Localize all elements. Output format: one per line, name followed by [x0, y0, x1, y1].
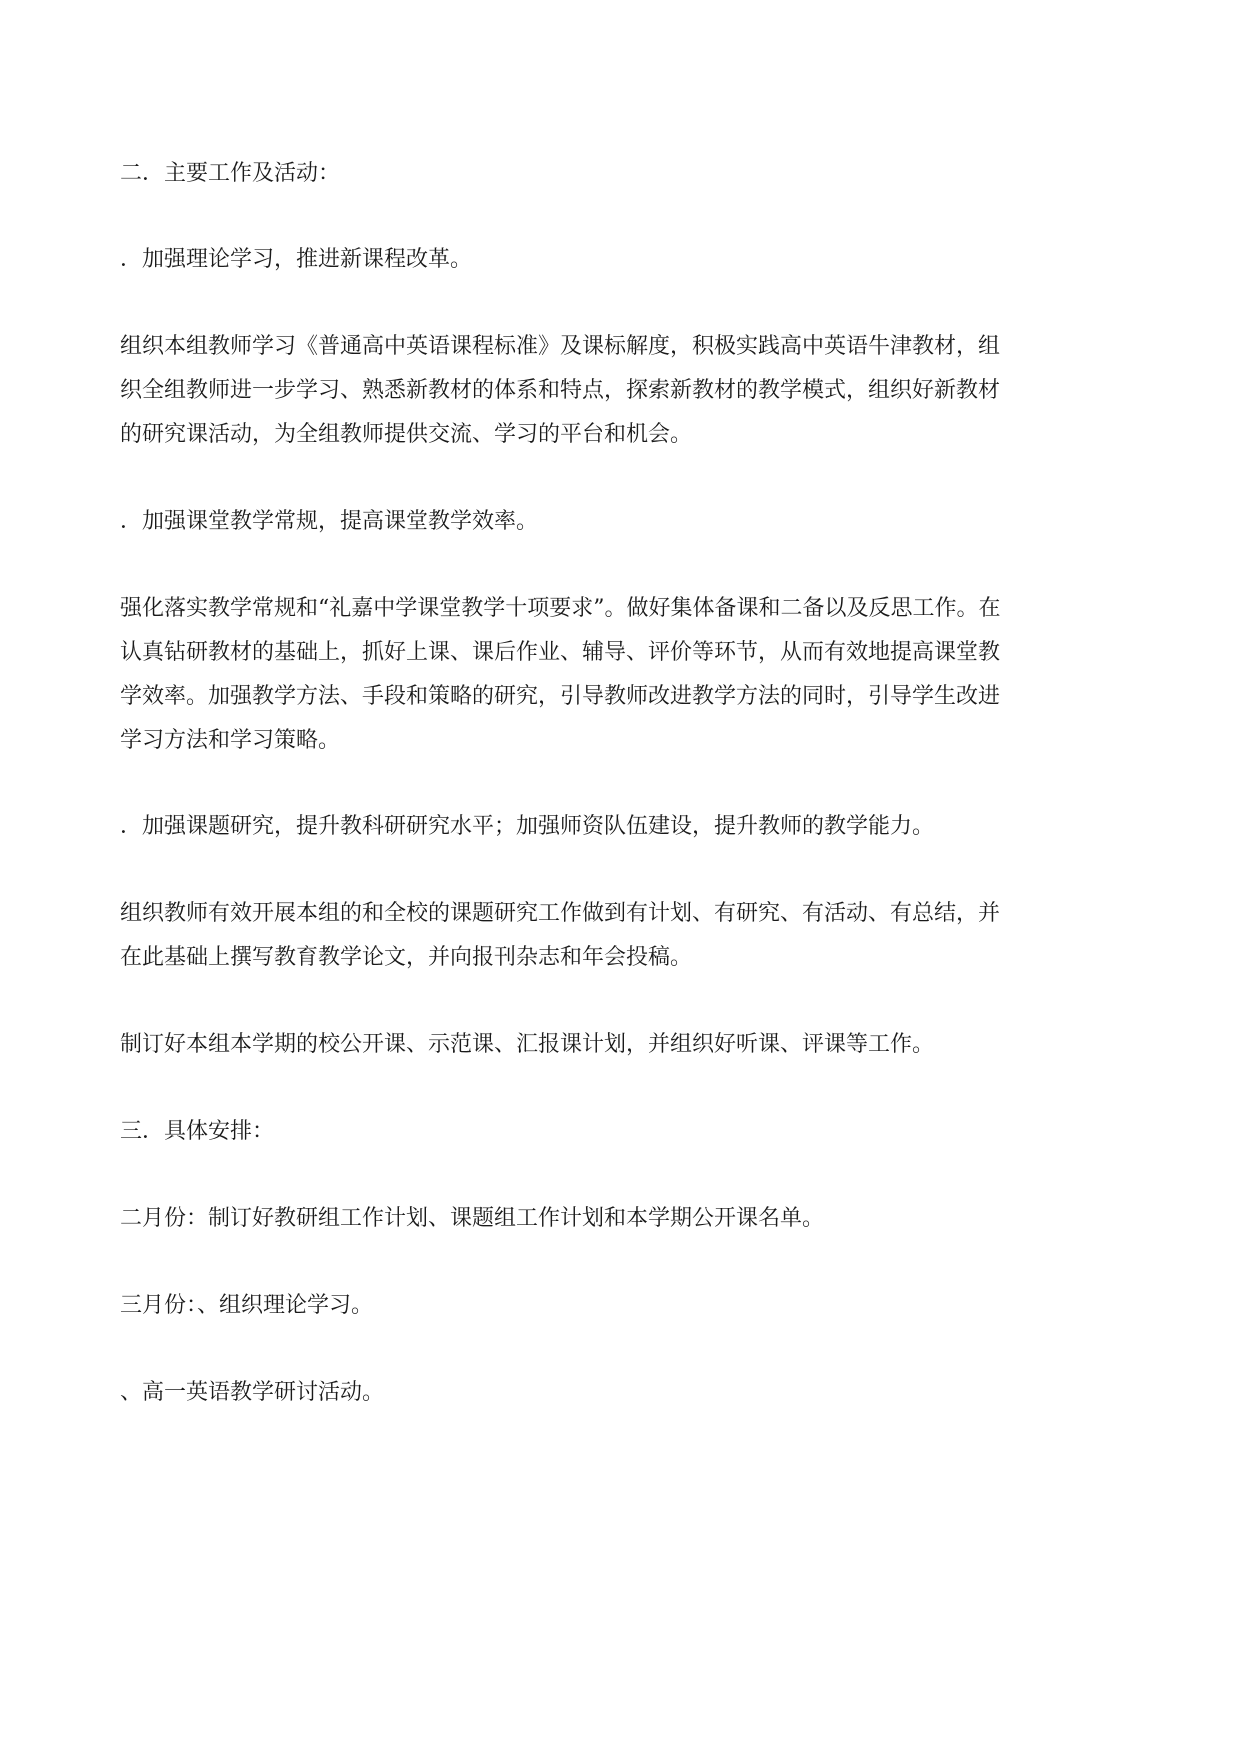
schedule-item-march-activity: 、高一英语教学研讨活动。	[120, 1380, 385, 1405]
paragraph-line: 在此基础上撰写教育教学论文，并向报刊杂志和年会投稿。	[120, 945, 693, 970]
paragraph-line: 制订好本组本学期的校公开课、示范课、汇报课计划，并组织好听课、评课等工作。	[120, 1032, 935, 1057]
schedule-item-february: 二月份：制订好教研组工作计划、课题组工作计划和本学期公开课名单。	[120, 1206, 825, 1231]
paragraph-line: 认真钻研教材的基础上，抓好上课、课后作业、辅导、评价等环节，从而有效地提高课堂教	[120, 640, 1001, 665]
item-heading-theory-study: ．加强理论学习，推进新课程改革。	[120, 247, 473, 272]
section-heading-main-work: 二．主要工作及活动：	[120, 161, 341, 186]
paragraph-line: 强化落实教学常规和“礼嘉中学课堂教学十项要求”。做好集体备课和二备以及反思工作。在	[120, 596, 1001, 621]
paragraph-line: 的研究课活动，为全组教师提供交流、学习的平台和机会。	[120, 422, 693, 447]
paragraph-line: 学习方法和学习策略。	[120, 728, 341, 753]
paragraph-line: 组织本组教师学习《普通高中英语课程标准》及课标解度，积极实践高中英语牛津教材，组	[120, 334, 1001, 359]
item-heading-classroom-routine: ．加强课堂教学常规，提高课堂教学效率。	[120, 509, 539, 534]
paragraph-line: 组织教师有效开展本组的和全校的课题研究工作做到有计划、有研究、有活动、有总结，并	[120, 901, 1001, 926]
schedule-item-march: 三月份：、组织理论学习。	[120, 1293, 374, 1318]
section-heading-schedule: 三．具体安排：	[120, 1119, 275, 1144]
paragraph-line: 织全组教师进一步学习、熟悉新教材的体系和特点，探索新教材的教学模式，组织好新教材	[120, 378, 1001, 403]
paragraph-line: 学效率。加强教学方法、手段和策略的研究，引导教师改进教学方法的同时，引导学生改进	[120, 684, 1001, 709]
item-heading-research: ．加强课题研究，提升教科研研究水平；加强师资队伍建设，提升教师的教学能力。	[120, 814, 935, 839]
